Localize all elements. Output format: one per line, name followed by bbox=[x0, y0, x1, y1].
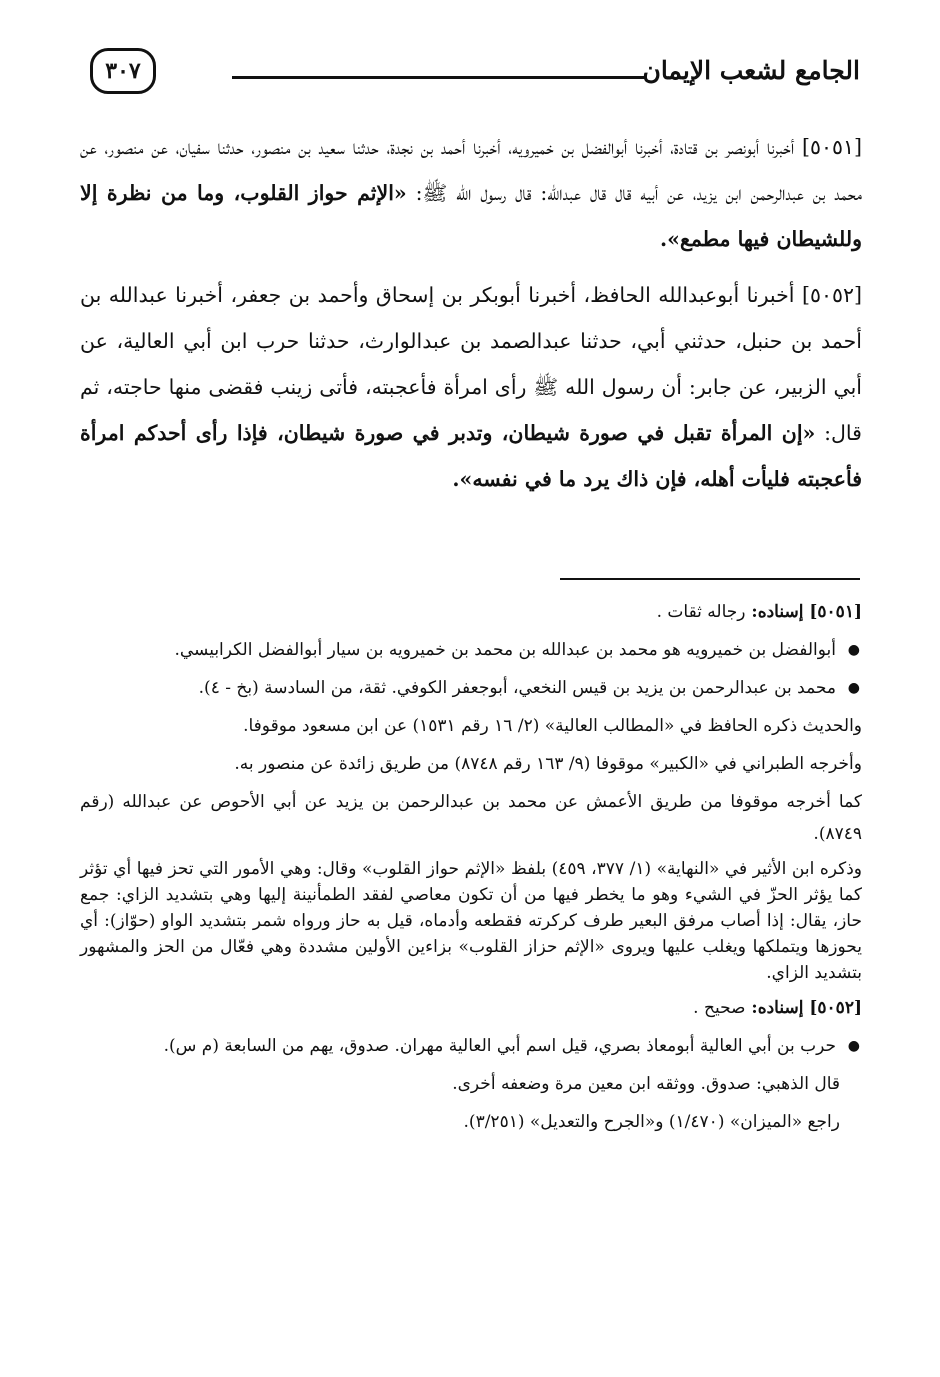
note-5052-heading bbox=[80, 992, 862, 1024]
note-5051-bullet-2: ● محمد بن عبدالرحمن بن يزيد بن قيس النخعي، أبوجعفر الكوفي. ثقة، من السادسة (بخ - ٤). bbox=[80, 672, 862, 704]
page-header bbox=[82, 44, 860, 104]
note-5052-bullet-1: ● حرب بن أبي العالية أبومعاذ بصري، قيل اسم أبي العالية مهران. صدوق، يهم من السابعة (م س). bbox=[80, 1030, 862, 1062]
hadith-5052-isnad: [٥٠٥٢] أخبرنا أبوعبدالله الحافظ، أخبرنا أبوبكر بن إسحاق وأحمد بن جعفر، أخبرنا عبدالله بن أحمد بن حنبل، حدثني أبي، حدثنا عبدالصمد بن عبدالوارث، حدثنا حرب ابن أبي العالية، عن أبي الزبير، عن جابر: أن رسول الله ﷺ رأى امرأة فأعجبته، فأتى زينب فقضى منها حاجته، ثم قال: bbox=[80, 283, 863, 445]
note-5051-text-4: وذكره ابن الأثير في «النهاية» (١/ ٣٧٧، ٤٥٩) بلفظ «الإثم حواز القلوب» وقال: وهي الأمور التي تحز فيها أي تؤثر كما يؤثر الحزّ في الشيء وهو ما يخطر فيها من أن تكون معاصي لفقد الطمأنينة إليها وهي بتشديد الزاي: جمع حاز، يقال: إذا أصاب مرفق البعير طرف كركرته فقطعه وأدماه، قيل به حاز ورواه شمر بتشديد الواو (حوّاز): أي يحوزها ويتملكها ويغلب عليها ويروى «الإثم حزاز القلوب» بزاءين الأولين مشددة وهي فعّال من الحز والمشهور بتشديد الزاي. bbox=[80, 859, 863, 983]
note-5051-bullet-1: ● أبوالفضل بن خميرويه هو محمد بن عبدالله بن محمد بن خميرويه بن سيار أبوالفضل الكرابيسي. bbox=[80, 634, 862, 666]
note-5052-number: [٥٠٥٢] bbox=[803, 998, 862, 1018]
footnote-separator bbox=[560, 578, 860, 580]
main-text bbox=[80, 124, 862, 512]
hadith-5051-matn: «الإثم حواز القلوب، وما من نظرة إلا وللشيطان فيها مطمع». bbox=[80, 181, 862, 251]
note-5052-text-1: قال الذهبي: صدوق. ووثقه ابن معين مرة وضعفه أخرى. bbox=[452, 1074, 840, 1094]
note-5052-label: إسناده: bbox=[745, 998, 804, 1018]
note-5051-heading bbox=[80, 596, 862, 628]
page-number: ٣٠٧ bbox=[90, 48, 156, 94]
header-rule bbox=[232, 76, 645, 79]
hadith-5051-isnad: [٥٠٥١] أخبرنا أبونصر بن قتادة، أخبرنا أبوالفضل بن خميرويه، أخبرنا أحمد بن نجدة، حدثنا سعيد بن منصور، حدثنا سفيان، عن منصور، عن محمد بن عبدالرحمن ابن يزيد، عن أبيه قال قال عبدالله: قال رسول الله ﷺ: bbox=[80, 135, 862, 205]
hadith-5052-matn: «إن المرأة تقبل في صورة شيطان، وتدبر في صورة شيطان، فإذا رأى أحدكم امرأة فأعجبته فليأت أهله، فإن ذاك يرد ما في نفسه». bbox=[80, 421, 862, 491]
note-5052-grade: صحيح . bbox=[693, 998, 746, 1018]
note-5051-number: [٥٠٥١] bbox=[803, 602, 862, 622]
note-5051-label: إسناده: bbox=[745, 602, 804, 622]
note-5052-text-2: راجع «الميزان» (١/٤٧٠) و«الجرح والتعديل» (٣/٢٥١). bbox=[463, 1112, 840, 1132]
running-title: الجامع لشعب الإيمان bbox=[642, 56, 860, 85]
hadith-5052 bbox=[80, 272, 862, 502]
note-5051-text-2: وأخرجه الطبراني في «الكبير» موقوفا (٩/ ١٦٣ رقم ٨٧٤٨) من طريق زائدة عن منصور به. bbox=[234, 754, 862, 774]
note-5051-text-1: والحديث ذكره الحافظ في «المطالب العالية» (٢/ ١٦ رقم ١٥٣١) عن ابن مسعود موقوفا. bbox=[243, 716, 862, 736]
note-5051-grade: رجاله ثقات . bbox=[656, 602, 746, 622]
footnotes bbox=[80, 596, 862, 1144]
hadith-5051 bbox=[80, 124, 862, 262]
note-5051-text-3: كما أخرجه موقوفا من طريق الأعمش عن محمد بن عبدالرحمن بن يزيد عن أبي الأحوص عن عبدالله (رقم ٨٧٤٩). bbox=[80, 792, 862, 844]
